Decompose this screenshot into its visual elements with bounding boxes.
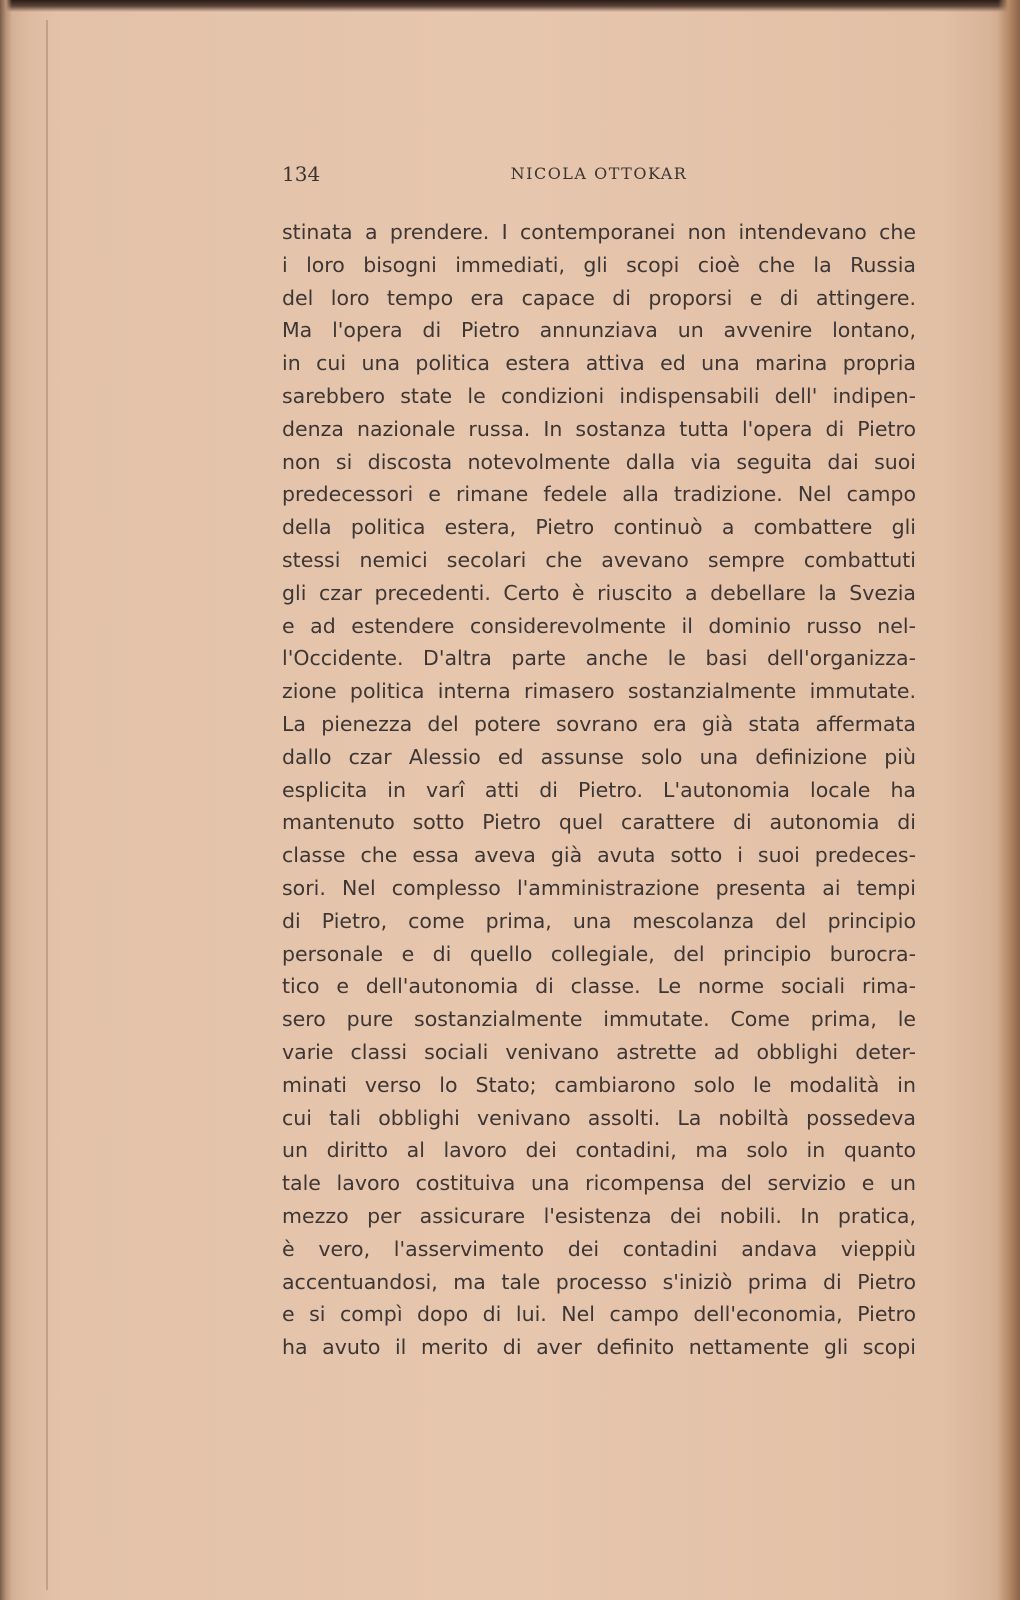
body-text [282, 216, 916, 1364]
text-line: mezzo per assicurare l'esistenza dei nobili. In pratica, [282, 1203, 916, 1228]
page-header [282, 162, 916, 186]
text-line: tale lavoro costituiva una ricompensa del servizio e un [282, 1171, 916, 1196]
text-line: classe che essa aveva già avuta sotto i suoi predeces- [282, 843, 916, 868]
text-line: cui tali obblighi venivano assolti. La nobiltà possedeva [282, 1105, 916, 1130]
text-line: è vero, l'asservimento dei contadini andava vieppiù [282, 1236, 916, 1261]
text-line: i loro bisogni immediati, gli scopi cioè che la Russia [282, 252, 916, 277]
page-top-edge [0, 0, 1020, 12]
text-line: La pienezza del potere sovrano era già stata affermata [282, 711, 916, 736]
text-line: stinata a prendere. I contemporanei non intendevano che [282, 220, 916, 244]
text-line: in cui una politica estera attiva ed una marina propria [282, 351, 916, 376]
text-line: non si discosta notevolmente dalla via seguita dai suoi [282, 449, 916, 474]
text-line: predecessori e rimane fedele alla tradizione. Nel campo [282, 482, 916, 507]
text-line: esplicita in varî atti di Pietro. L'autonomia locale ha [282, 777, 916, 802]
text-line: personale e di quello collegiale, del principio burocra- [282, 941, 916, 966]
text-line: sori. Nel complesso l'amministrazione presenta ai tempi [282, 875, 916, 900]
text-line: un diritto al lavoro dei contadini, ma solo in quanto [282, 1138, 916, 1163]
text-line: e ad estendere considerevolmente il dominio russo nel- [282, 613, 916, 638]
text-line: del loro tempo era capace di proporsi e di attingere. [282, 285, 916, 310]
text-line: accentuandosi, ma tale processo s'iniziò prima di Pietro [282, 1269, 916, 1294]
text-line: minati verso lo Stato; cambiarono solo le modalità in [282, 1072, 916, 1097]
text-line: dallo czar Alessio ed assunse solo una definizione più [282, 744, 916, 769]
text-line: zione politica interna rimasero sostanzialmente immutate. [282, 679, 916, 704]
page-number: 134 [282, 162, 321, 186]
text-line: sarebbero state le condizioni indispensabili dell' indipen- [282, 383, 916, 408]
gutter-line [46, 20, 48, 1590]
text-line: mantenuto sotto Pietro quel carattere di autonomia di [282, 810, 916, 835]
text-line: tico e dell'autonomia di classe. Le norme sociali rima- [282, 974, 916, 999]
text-line: varie classi sociali venivano astrette ad obblighi deter- [282, 1039, 916, 1064]
text-line: l'Occidente. D'altra parte anche le basi dell'organizza- [282, 646, 916, 671]
text-line: ha avuto il merito di aver definito nettamente gli scopi [282, 1335, 916, 1360]
text-line: stessi nemici secolari che avevano sempre combattuti [282, 547, 916, 572]
text-line: e si compì dopo di lui. Nel campo dell'economia, Pietro [282, 1302, 916, 1327]
text-line: Ma l'opera di Pietro annunziava un avvenire lontano, [282, 318, 916, 343]
text-line: gli czar precedenti. Certo è riuscito a debellare la Svezia [282, 580, 916, 605]
page-left-edge [0, 0, 12, 1600]
text-line: della politica estera, Pietro continuò a combattere gli [282, 515, 916, 540]
text-line: denza nazionale russa. In sostanza tutta l'opera di Pietro [282, 416, 916, 441]
text-line: di Pietro, come prima, una mescolanza del principio [282, 908, 916, 933]
page-right-edge [998, 0, 1020, 1600]
text-line: sero pure sostanzialmente immutate. Come prima, le [282, 1007, 916, 1032]
running-head: NICOLA OTTOKAR [510, 164, 688, 183]
